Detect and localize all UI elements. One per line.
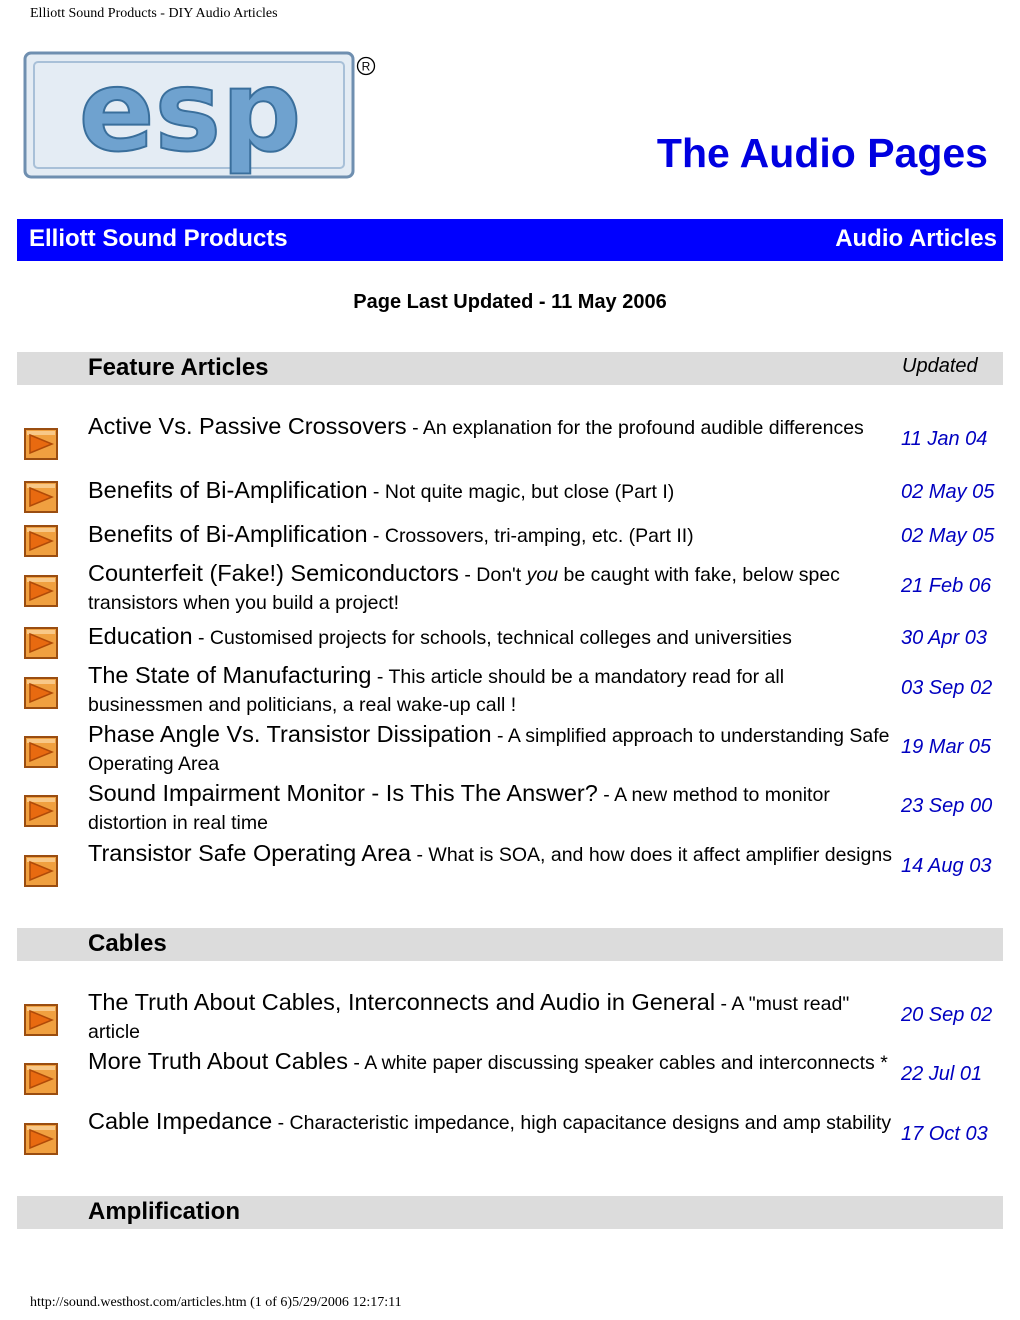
- article-link[interactable]: Phase Angle Vs. Transistor Dissipation: [88, 721, 492, 747]
- article-description-start: Don't: [476, 564, 527, 586]
- arrow-bullet-icon: [24, 736, 58, 768]
- article-text: [88, 662, 894, 720]
- print-footer: http://sound.westhost.com/articles.htm (1 of 6)5/29/2006 12:17:11: [30, 1295, 402, 1310]
- section-header: [17, 928, 1003, 961]
- article-text: [88, 623, 894, 653]
- article-text: [88, 1108, 894, 1138]
- print-header: Elliott Sound Products - DIY Audio Articles: [30, 6, 278, 21]
- separator: -: [491, 725, 508, 747]
- article-link[interactable]: Active Vs. Passive Crossovers: [88, 413, 407, 439]
- article-text: [88, 560, 894, 618]
- separator: -: [371, 666, 389, 688]
- separator: -: [192, 627, 210, 649]
- section-title: Feature Articles: [88, 354, 269, 381]
- article-description: A simplified approach to understanding Safe Operating Area: [88, 725, 890, 775]
- article-date: 22 Jul 01: [901, 1063, 983, 1085]
- article-link[interactable]: The Truth About Cables, Interconnects and Audio in General: [88, 989, 716, 1015]
- article-description: A "must read" article: [88, 993, 850, 1043]
- section-header: [17, 352, 1003, 385]
- article-description: What is SOA, and how does it affect amplifier designs: [428, 844, 892, 866]
- article-date: 14 Aug 03: [901, 855, 992, 877]
- updated-column-label: Updated: [902, 355, 978, 377]
- section-title: Amplification: [88, 1198, 241, 1225]
- arrow-bullet-icon: [24, 575, 58, 607]
- arrow-bullet-icon: [24, 677, 58, 709]
- article-description: Characteristic impedance, high capacitance designs and amp stability: [289, 1112, 892, 1134]
- article-link[interactable]: Benefits of Bi-Amplification: [88, 521, 368, 547]
- separator: -: [411, 844, 429, 866]
- last-updated: Page Last Updated - 11 May 2006: [353, 291, 667, 313]
- separator: -: [715, 993, 732, 1015]
- arrow-bullet-icon: [24, 795, 58, 827]
- separator: -: [367, 525, 385, 547]
- article-date: 30 Apr 03: [901, 627, 987, 649]
- article-text: [88, 989, 894, 1047]
- arrow-bullet-icon: [24, 1123, 58, 1155]
- article-link[interactable]: Benefits of Bi-Amplification: [88, 477, 368, 503]
- separator: -: [458, 564, 477, 586]
- separator: -: [272, 1112, 290, 1134]
- article-text: [88, 1048, 894, 1078]
- article-date: 02 May 05: [901, 525, 995, 547]
- article-date: 21 Feb 06: [901, 575, 992, 597]
- article-text: [88, 780, 894, 838]
- registered-mark-letter: R: [361, 59, 371, 74]
- article-description: Customised projects for schools, technical colleges and universities: [209, 627, 792, 649]
- article-link[interactable]: Cable Impedance: [88, 1108, 273, 1134]
- article-description: Crossovers, tri-amping, etc. (Part II): [384, 525, 694, 547]
- article-description: A white paper discussing speaker cables and interconnects *: [364, 1052, 888, 1074]
- article-description: be caught with fake, below spec transistors when you build a project!: [88, 564, 840, 614]
- arrow-bullet-icon: [24, 428, 58, 460]
- article-date: 20 Sep 02: [901, 1004, 993, 1026]
- registered-mark-icon: [356, 56, 376, 76]
- article-text: [88, 477, 894, 507]
- article-link[interactable]: The State of Manufacturing: [88, 662, 372, 688]
- article-link[interactable]: Counterfeit (Fake!) Semiconductors: [88, 560, 459, 586]
- article-description: Not quite magic, but close (Part I): [384, 481, 675, 503]
- separator: -: [367, 481, 385, 503]
- article-date: 23 Sep 00: [901, 795, 993, 817]
- article-date: 17 Oct 03: [901, 1123, 988, 1145]
- article-text: [88, 413, 894, 443]
- site-banner: [17, 219, 1003, 261]
- separator: -: [347, 1052, 365, 1074]
- arrow-bullet-icon: [24, 855, 58, 887]
- section-header: [17, 1196, 1003, 1229]
- article-date: 03 Sep 02: [901, 677, 993, 699]
- article-description: A new method to monitor distortion in real time: [88, 784, 830, 834]
- arrow-bullet-icon: [24, 1063, 58, 1095]
- arrow-bullet-icon: [24, 1004, 58, 1036]
- article-link[interactable]: Sound Impairment Monitor - Is This The Answer?: [88, 780, 598, 806]
- article-link[interactable]: Education: [88, 623, 193, 649]
- section-title: Cables: [88, 930, 167, 957]
- logo-text: esp: [78, 50, 302, 177]
- arrow-bullet-icon: [24, 627, 58, 659]
- article-text: [88, 840, 894, 870]
- arrow-bullet-icon: [24, 481, 58, 513]
- article-text: [88, 521, 894, 551]
- separator: -: [406, 417, 423, 439]
- arrow-bullet-icon: [24, 525, 58, 557]
- article-description: This article should be a mandatory read for all businessmen and politicians, a real wake-up call !: [88, 666, 785, 716]
- article-date: 02 May 05: [901, 481, 995, 503]
- article-description-emphasis: you: [526, 564, 559, 586]
- article-description: An explanation for the profound audible differences: [422, 417, 864, 439]
- banner-site-name[interactable]: Elliott Sound Products: [29, 225, 288, 252]
- article-link[interactable]: More Truth About Cables: [88, 1048, 348, 1074]
- article-link[interactable]: Transistor Safe Operating Area: [88, 840, 412, 866]
- article-text: [88, 721, 894, 779]
- separator: -: [597, 784, 615, 806]
- page-title: The Audio Pages: [656, 130, 988, 176]
- esp-logo: [22, 50, 358, 182]
- banner-section-name: Audio Articles: [835, 225, 997, 252]
- article-date: 11 Jan 04: [901, 428, 988, 450]
- article-date: 19 Mar 05: [901, 736, 992, 758]
